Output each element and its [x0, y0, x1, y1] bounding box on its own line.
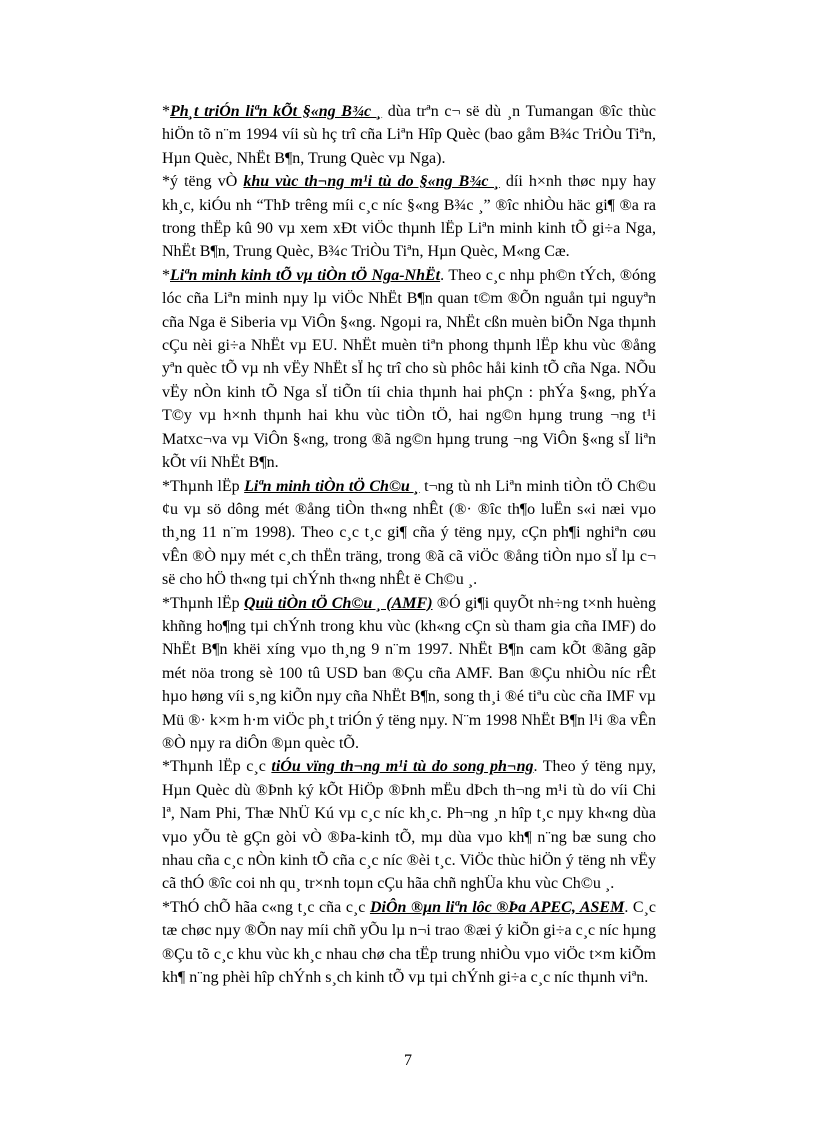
paragraph-lead: *Thµnh lËp: [162, 477, 245, 495]
paragraph-highlight: Liªn minh tiÒn tÖ Ch©u ¸: [244, 477, 420, 495]
paragraph-text: . Theo c¸c nhµ ph©n tÝch, ®óng lóc cña Liªn minh nµy lµ viÖc NhËt B¶n quan t©m ®Õn nguån tµi nguyªn cña Nga ë Siberia vµ ViÔn §«ng. Ngoµi ra, NhËt cßn muèn biÕn Nga thµnh cÇu nèi gi÷a NhËt vµ EU. NhËt muèn tiªn phong thµnh lËp khu vùc ®ång yªn quèc tÕ vµ nh vËy NhËt sÏ hç trî cho sù phôc håi kinh tÕ cña Nga. NÕu vËy nÒn kinh tÕ Nga sÏ tiÕn tíi chia thµnh hai phÇn : phÝa §«ng, phÝa T©y vµ h×nh thµnh hai khu vùc tiÒn tÖ, hai ng©n hµng trung ¬ng t¹i Matxc¬va vµ ViÔn §«ng, trong ®ã ng©n hµng trung ¬ng ViÔn §«ng sÏ liªn kÕt víi NhËt B¶n.: [162, 266, 657, 472]
paragraph-text: ®Ó gi¶i quyÕt nh÷ng t×nh huèng khñng ho¶ng tµi chÝnh trong khu vùc (kh«ng cÇn sù tham gia cña IMF) do NhËt B¶n khëi xíng vµo th¸ng 9 n¨m 1997. NhËt B¶n cam kÕt ®ãng gãp mét nöa trong sè 100 tû USD ban ®Çu cña AMF. Ban ®Çu nhiÒu níc rÊt hµo høng víi s¸ng kiÕn nµy cña NhËt B¶n, song th¸i ®é tiªu cùc cña IMF vµ Mü ®· k×m h·m viÖc ph¸t triÓn ý tëng nµy. N¨m 1998 NhËt B¶n l¹i ®a vÊn ®Ò nµy ra diÔn ®µn quèc tÕ.: [162, 594, 656, 752]
paragraph-highlight: DiÔn ®µn liªn lôc ®Þa APEC, ASEM: [369, 898, 625, 916]
paragraph-1: [162, 100, 656, 170]
paragraph-lead: *ý tëng vÒ: [162, 173, 244, 191]
paragraph-5: [162, 592, 656, 756]
paragraph-7: [162, 896, 656, 990]
paragraph-3: [162, 264, 656, 475]
document-body: [162, 100, 656, 989]
paragraph-6: [162, 755, 656, 895]
paragraph-lead: *Thµnh lËp: [162, 594, 244, 612]
paragraph-2: [162, 170, 656, 264]
paragraph-text: . Theo ý tëng nµy, Hµn Quèc dù ®Þnh ký kÕt HiÖp ®Þnh mËu dÞch th¬ng m¹i tù do víi Chi lª, Nam Phi, Thæ NhÜ Kú vµ c¸c níc kh¸c. Ph¬ng ¸n hîp t¸c nµy kh«ng dùa vµo yÕu tè gÇn gòi vÒ ®Þa-kinh tÕ, mµ dùa vµo kh¶ n¨ng bæ sung cho nhau cña c¸c nÒn kinh tÕ cña c¸c níc ®èi t¸c. ViÖc thùc hiÖn ý tëng nh vËy cã thÓ ®îc coi nh qu¸ tr×nh toµn cÇu hãa chñ nghÜa khu vùc Ch©u ¸.: [162, 758, 657, 893]
paragraph-lead: *: [162, 266, 170, 284]
paragraph-4: [162, 475, 656, 592]
paragraph-lead: *Thµnh lËp c¸c: [162, 758, 272, 776]
paragraph-text: díi h×nh thøc nµy hay kh¸c, kiÓu nh “ThÞ trêng míi c¸c níc §«ng B¾c ¸” ®îc nhiÒu häc gi¶ ®a ra trong thËp kû 90 vµ xem xÐt viÖc thµnh lËp Liªn minh kinh tÕ gi÷a Nga, NhËt B¶n, Trung Quèc, B¾c TriÒu Tiªn, Hµn Quèc, M«ng Cæ.: [162, 173, 656, 261]
paragraph-highlight: Ph¸t triÓn liªn kÕt §«ng B¾c ¸: [170, 103, 383, 120]
paragraph-highlight: tiÓu vïng th¬ng m¹i tù do song ph¬ng: [271, 758, 534, 776]
paragraph-lead: *: [162, 103, 170, 120]
paragraph-highlight: Liªn minh kinh tÕ vµ tiÒn tÖ Nga-NhËt: [170, 266, 441, 284]
paragraph-lead: *ThÓ chÕ hãa c«ng t¸c cña c¸c: [162, 898, 370, 916]
page-number: 7: [404, 1052, 412, 1069]
paragraph-text: . C¸c tæ chøc nµy ®Õn nay míi chñ yÕu lµ n¬i trao ®æi ý kiÕn gi÷a c¸c níc hµng ®Çu tõ c¸c khu vùc kh¸c nhau chø cha tËp trung nhiÒu vµo viÖc t×m kiÕm kh¶ n¨ng phèi hîp chÝnh s¸ch kinh tÕ vµ tµi chÝnh gi÷a c¸c níc thµnh viªn.: [162, 898, 656, 987]
paragraph-text: dùa trªn c¬ së dù ¸n Tumangan ®îc thùc hiÖn tõ n¨m 1994 víi sù hç trî cña Liªn Hîp Quèc (bao gåm B¾c TriÒu Tiªn, Hµn Quèc, NhËt B¶n, Trung Quèc vµ Nga).: [162, 103, 657, 167]
paragraph-highlight: khu vùc th¬ng m¹i tù do §«ng B¾c ¸: [243, 173, 500, 191]
paragraph-highlight: Quü tiÒn tÖ Ch©u ¸ (AMF): [243, 594, 433, 612]
paragraph-text: t¬ng tù nh Liªn minh tiÒn tÖ Ch©u ¢u vµ sö dông mét ®ång tiÒn th«ng nhÊt (®· ®îc th¶o luËn s«i næi vµo th¸ng 11 n¨m 1998). Theo c¸c t¸c gi¶ cña ý tëng nµy, cÇn ph¶i nghiªn cøu vÊn ®Ò nµy mét c¸ch thËn träng, trong ®ã cã viÖc ®ång tiÒn nµo sÏ lµ c¬ së cho hÖ th«ng tµi chÝnh th«ng nhÊt ë Ch©u ¸.: [162, 477, 657, 589]
